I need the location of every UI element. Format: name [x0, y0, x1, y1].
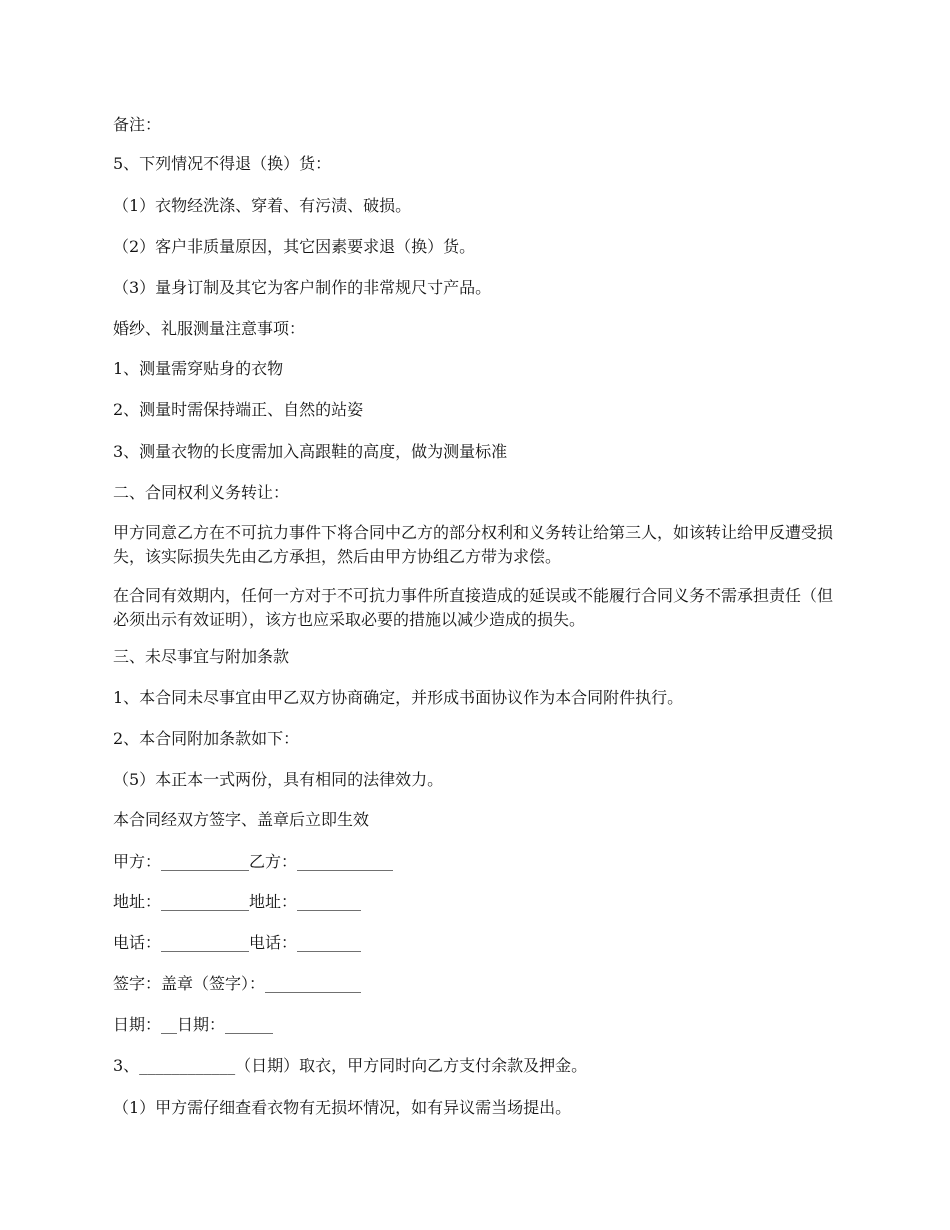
transfer-paragraph: 甲方同意乙方在不可抗力事件下将合同中乙方的部分权利和义务转让给第三人，如该转让给甲反遭受损失，该实际损失先由乙方承担，然后由甲方协组乙方带为求偿。	[113, 523, 834, 566]
clause-5-heading: 5、下列情况不得退（换）货：	[113, 154, 332, 173]
party-line: 甲方：___________乙方：____________	[113, 852, 394, 871]
copies-paragraph: （5）本正本一式两份，具有相同的法律效力。	[113, 770, 444, 789]
clause-5-item-3: （3）量身订制及其它为客户制作的非常规尺寸产品。	[113, 278, 492, 297]
effective-paragraph: 本合同经双方签字、盖章后立即生效	[113, 810, 370, 829]
section-3-item-2: 2、本合同附加条款如下：	[113, 729, 300, 748]
measurement-item-1: 1、测量需穿贴身的衣物	[113, 359, 284, 378]
note-heading: 备注：	[113, 115, 162, 134]
section-3-item-1: 1、本合同未尽事宜由甲乙双方协商确定，并形成书面协议作为本合同附件执行。	[113, 688, 684, 707]
measurement-heading: 婚纱、礼服测量注意事项：	[113, 319, 306, 338]
pickup-paragraph: 3、____________（日期）取衣，甲方同时向乙方支付余款及押金。	[113, 1056, 588, 1075]
clause-5-item-1: （1）衣物经洗涤、穿着、有污渍、破损。	[113, 196, 412, 215]
address-line: 地址：___________地址：________	[113, 892, 362, 911]
force-majeure-paragraph: 在合同有效期内，任何一方对于不可抗力事件所直接造成的延误或不能履行合同义务不需承担责任（但必须出示有效证明），该方也应采取必要的措施以减少造成的损失。	[113, 586, 834, 629]
measurement-item-3: 3、测量衣物的长度需加入高跟鞋的高度，做为测量标准	[113, 442, 508, 461]
inspection-paragraph: （1）甲方需仔细查看衣物有无损坏情况，如有异议需当场提出。	[113, 1098, 572, 1117]
signature-line: 签字：盖章（签字）：____________	[113, 974, 362, 993]
section-3-heading: 三、未尽事宜与附加条款	[113, 647, 290, 666]
date-line: 日期：__日期：______	[113, 1015, 274, 1034]
measurement-item-2: 2、测量时需保持端正、自然的站姿	[113, 400, 364, 419]
phone-line: 电话：___________电话：________	[113, 933, 362, 952]
clause-5-item-2: （2）客户非质量原因，其它因素要求退（换）货。	[113, 237, 476, 256]
section-2-heading: 二、合同权利义务转让：	[113, 483, 290, 502]
